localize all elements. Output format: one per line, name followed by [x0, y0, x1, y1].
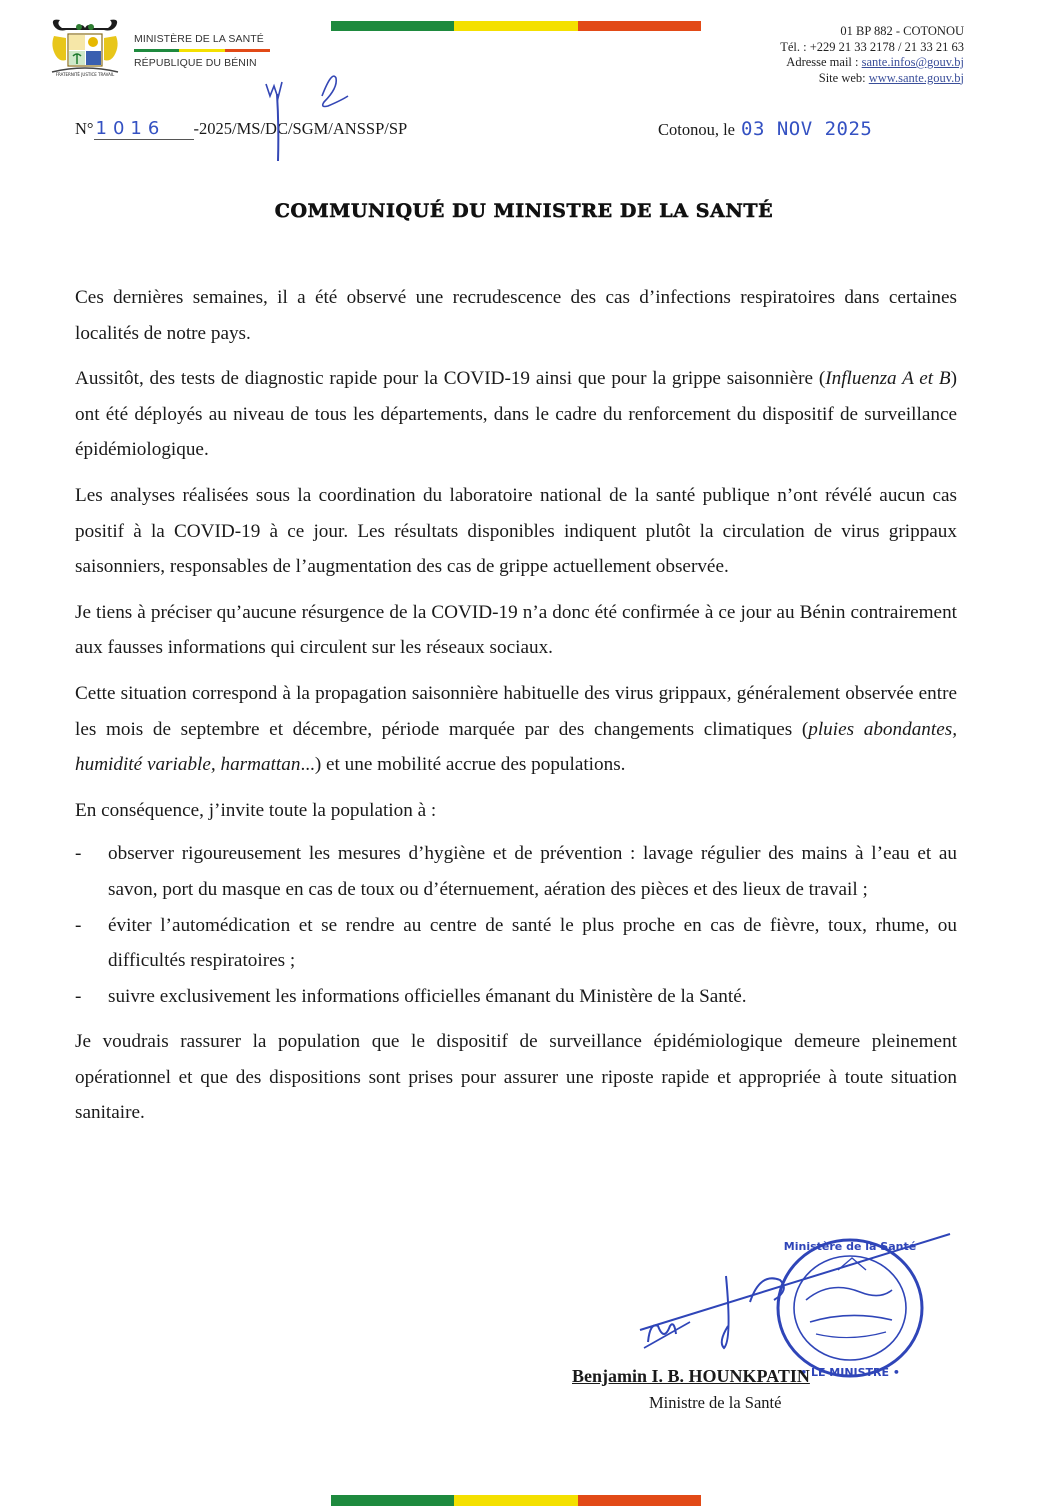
email-link[interactable]: sante.infos@gouv.bj [861, 55, 964, 69]
date-stamp: 03 NOV 2025 [741, 118, 873, 140]
handwritten-initials-icon [252, 66, 372, 166]
email-label: Adresse mail : [786, 55, 862, 69]
ministry-name: MINISTÈRE DE LA SANTÉ [134, 33, 264, 45]
bullet-dash: - [75, 985, 82, 1007]
paragraph-2-italic: Influenza A et B [825, 368, 951, 390]
closing-paragraph: Je voudrais rassurer la population que le dispositif de surveillance épidémiologique demeure pleinement opérationnel et que des dispositions sont prises pour assurer une riposte rapide et appropriée à toute situation sanitaire. [75, 1031, 957, 1124]
list-item-text: éviter l’automédication et se rendre au centre de santé le plus proche en cas de fièvre, toux, rhume, ou difficultés respiratoires ; [108, 914, 957, 972]
signatory-name: Benjamin I. B. HOUNKPATIN [572, 1366, 810, 1386]
bullet-dash: - [75, 843, 82, 865]
invitation-line: En conséquence, j’invite toute la population à : [75, 799, 437, 821]
svg-text:FRATERNITÉ JUSTICE TRAVAIL: FRATERNITÉ JUSTICE TRAVAIL [55, 72, 115, 77]
date-place: Cotonou, le [658, 120, 735, 139]
ministry-block [134, 32, 270, 70]
header-flag-band [331, 21, 701, 31]
website-line [780, 71, 964, 87]
paragraph-2-end: ) ont été déployés au niveau de tous les départements, dans le cadre du renforcement du dispositif de surveillance épidémiologique. [75, 368, 957, 461]
paragraph-1: Ces dernières semaines, il a été observé une recrudescence des cas d’infections respiratoires dans certaines localités de notre pays. [75, 287, 957, 344]
paragraph-4: Je tiens à préciser qu’aucune résurgence de la COVID-19 n’a donc été confirmée à ce jour au Bénin contrairement aux fausses informations qui circulent sur les réseaux sociaux. [75, 601, 957, 659]
paragraph-2-start: Aussitôt, des tests de diagnostic rapide pour la COVID-19 ainsi que pour la grippe saisonnière ( [75, 368, 826, 390]
postal-address: 01 BP 882 - COTONOU [840, 24, 964, 38]
footer-flag-band [331, 1495, 701, 1506]
dateline [658, 118, 872, 140]
communique-body [75, 280, 957, 1141]
list-item [75, 908, 957, 979]
website-link[interactable]: www.sante.gouv.bj [868, 70, 964, 85]
coat-of-arms-icon [46, 16, 124, 82]
reference-stamp-number: 1016 [94, 118, 194, 140]
paragraph-3: Les analyses réalisées sous la coordination du laboratoire national de la santé publique n’ont révélé aucun cas positif à la COVID-19 à ce jour. Les résultats disponibles indiquent plutôt la circulation de virus grippaux saisonniers, responsables de l’augmentation des cas de grippe actuellement observée. [75, 484, 957, 578]
bullet-dash: - [75, 914, 82, 936]
document-title: COMMUNIQUÉ DU MINISTRE DE LA SANTÉ [274, 200, 774, 222]
list-item-text: suivre exclusivement les informations officielles émanant du Ministère de la Santé. [108, 985, 747, 1007]
reference-prefix: N° [75, 119, 94, 138]
paragraph-2 [75, 361, 957, 468]
ministry-flag-divider [134, 49, 270, 52]
signatory-role: Ministre de la Santé [649, 1393, 782, 1412]
republic-name: RÉPUBLIQUE DU BÉNIN [134, 56, 257, 69]
paragraph-5 [75, 676, 957, 783]
list-item-text: observer rigoureusement les mesures d’hygiène et de prévention : lavage régulier des mains à l’eau et au savon, port du masque en cas de toux ou d’éternuement, aération des pièces et des lieux de travail ; [108, 843, 957, 900]
svg-text:Ministère de la Santé: Ministère de la Santé [783, 1240, 917, 1253]
contact-block [780, 24, 964, 86]
paragraph-5-start: Cette situation correspond à la propagation saisonnière habituelle des virus grippaux, généralement observée entre les mois de septembre et décembre, période marquée par des changements climatiques ( [75, 682, 957, 740]
paragraph-5-end: ...) et une mobilité accrue des populations. [300, 754, 626, 776]
list-item [75, 836, 957, 907]
website-label: Site web: [818, 70, 869, 85]
phone-numbers: Tél. : +229 21 33 2178 / 21 33 21 63 [780, 39, 964, 54]
paragraph-5-italic: pluies abondantes, humidité variable, harmattan [75, 718, 957, 776]
svg-text:• LE MINISTRE •: • LE MINISTRE • [800, 1366, 900, 1379]
recommendations-list [75, 836, 957, 1014]
email-line [780, 55, 964, 71]
list-item [75, 979, 957, 1015]
reference-suffix: -2025/MS/DC/SGM/ANSSP/SP [193, 119, 408, 138]
